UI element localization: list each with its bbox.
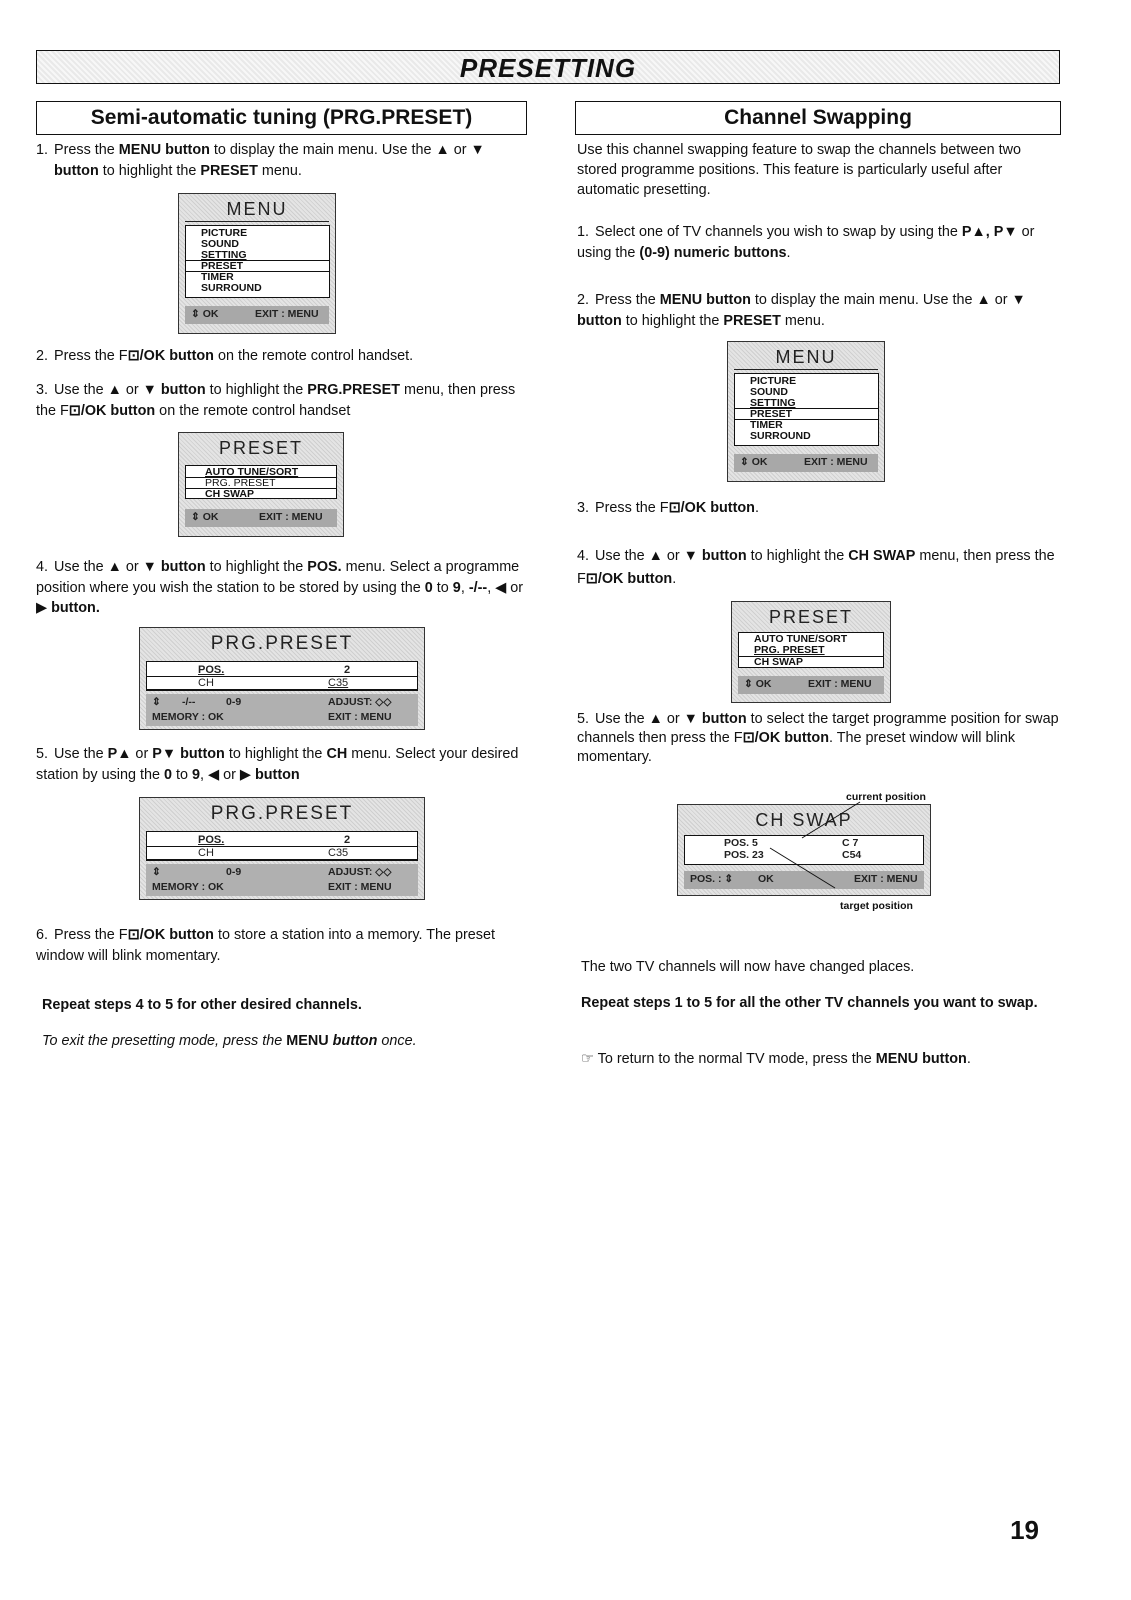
osd-swap-pos2-label: POS. 23 bbox=[724, 849, 764, 861]
osd-footer-right: EXIT : MENU bbox=[804, 456, 868, 468]
right-return-note: ☞ To return to the normal TV mode, press the MENU button. bbox=[581, 1051, 971, 1067]
osd-preset-footer bbox=[738, 676, 884, 694]
osd-menu-title: MENU bbox=[775, 347, 837, 367]
osd-menu-item-selected: PRESET bbox=[201, 260, 244, 272]
right-section-header bbox=[575, 101, 1061, 135]
osd-menu-item-selected: PRESET bbox=[750, 408, 793, 420]
target-position-label: target position bbox=[840, 900, 913, 912]
left-step-2: 2. Press the F⊡/OK button on the remote control handset. bbox=[36, 348, 414, 364]
osd-menu-item: SOUND bbox=[201, 238, 239, 250]
osd-prg-title: PRG.PRESET bbox=[210, 803, 354, 824]
osd-footer-text: ⇕ bbox=[152, 696, 161, 708]
osd-footer-right: EXIT : MENU bbox=[255, 308, 319, 320]
osd-preset-item-selected: CH SWAP bbox=[754, 656, 804, 668]
osd-preset-footer bbox=[185, 509, 337, 527]
osd-menu-item: SETTING bbox=[201, 249, 247, 261]
right-result: The two TV channels will now have changed places. bbox=[581, 959, 915, 975]
osd-menu-title: MENU bbox=[226, 199, 288, 219]
right-intro: Use this channel swapping feature to swap the channels between two stored programme positions. This feature is particularly useful after automatic presetting. bbox=[577, 142, 1021, 198]
osd-prg-title: PRG.PRESET bbox=[210, 633, 354, 654]
osd-footer-text: ADJUST: ◇◇ bbox=[328, 696, 392, 708]
page-banner bbox=[36, 50, 1060, 84]
osd-prg-highlight bbox=[146, 846, 418, 860]
osd-menu-item: SETTING bbox=[750, 397, 796, 409]
osd-footer-left: ⇕ OK bbox=[740, 456, 768, 468]
osd-footer-text: ⇕ bbox=[152, 866, 161, 878]
osd-prg-pos-label: POS. bbox=[198, 834, 225, 846]
osd-footer-text: ADJUST: ◇◇ bbox=[328, 866, 392, 878]
left-step-5: 5. Use the P▲ or P▼ button to highlight the CH menu. Select your desired station by using the 0 to 9, ◀ or ▶ button bbox=[36, 746, 519, 783]
osd-footer-text: POS. : ⇕ bbox=[690, 873, 734, 885]
osd-swap-pos1-value: C 7 bbox=[842, 837, 859, 849]
osd-menu-footer bbox=[734, 454, 878, 472]
osd-menu-left bbox=[178, 193, 336, 334]
osd-menu-footer bbox=[185, 306, 329, 324]
osd-preset-right bbox=[731, 601, 891, 703]
osd-preset-left bbox=[178, 432, 344, 537]
osd-menu-item: PICTURE bbox=[750, 375, 797, 387]
osd-footer-text: MEMORY : OK bbox=[152, 881, 224, 893]
osd-footer-text: 0-9 bbox=[226, 866, 242, 878]
current-pointer-line bbox=[802, 802, 860, 838]
page-banner-title: PRESETTING bbox=[459, 53, 637, 83]
osd-prg-footer bbox=[146, 864, 418, 896]
osd-footer-text: EXIT : MENU bbox=[328, 881, 392, 893]
osd-footer-right: EXIT : MENU bbox=[808, 678, 872, 690]
osd-preset-item: AUTO TUNE/SORT bbox=[754, 633, 848, 645]
osd-prg-ch-label: CH bbox=[198, 677, 214, 689]
osd-prg-ch-value: C35 bbox=[328, 677, 349, 689]
osd-prg-pos-label: POS. bbox=[198, 664, 225, 676]
osd-menu-item: TIMER bbox=[750, 419, 783, 431]
left-step-6: 6. Press the F⊡/OK button to store a station into a memory. The preset window will blink momentary. bbox=[36, 927, 495, 964]
left-repeat-note: Repeat steps 4 to 5 for other desired channels. bbox=[42, 997, 362, 1013]
osd-footer-text: -/-- bbox=[182, 696, 196, 708]
osd-footer-text: EXIT : MENU bbox=[854, 873, 918, 885]
osd-swap-pos2-value: C54 bbox=[842, 849, 862, 861]
right-repeat-note: Repeat steps 1 to 5 for all the other TV channels you want to swap. bbox=[581, 995, 1038, 1011]
right-section-title: Channel Swapping bbox=[724, 106, 912, 129]
left-step-3: 3. Use the ▲ or ▼ button to highlight the PRG.PRESET menu, then press the F⊡/OK button on the remote control handset bbox=[36, 382, 516, 419]
osd-prg-preset-1 bbox=[139, 627, 425, 730]
osd-prg-highlight bbox=[146, 676, 418, 690]
right-step-2: 2. Press the MENU button to display the main menu. Use the ▲ or ▼ button to highlight the PRESET menu. bbox=[577, 292, 1026, 329]
osd-footer-text: OK bbox=[758, 873, 774, 885]
current-position-label: current position bbox=[846, 791, 926, 803]
left-section-title: Semi-automatic tuning (PRG.PRESET) bbox=[90, 106, 473, 129]
osd-swap-title: CH SWAP bbox=[755, 810, 853, 830]
osd-preset-title: PRESET bbox=[218, 438, 304, 458]
left-step-4: 4. Use the ▲ or ▼ button to highlight the POS. menu. Select a programme position where you wish the station to be stored by using the 0 to 9, -/--, ◀ or ▶ button. bbox=[36, 559, 524, 616]
osd-menu-right bbox=[727, 341, 885, 482]
osd-prg-pos-value: 2 bbox=[344, 834, 351, 846]
right-step-3: 3. Press the F⊡/OK button. bbox=[577, 500, 759, 516]
osd-preset-item: CH SWAP bbox=[205, 488, 255, 500]
osd-prg-footer bbox=[146, 694, 418, 726]
osd-footer-text: 0-9 bbox=[226, 696, 242, 708]
left-step-1: 1. Press the MENU button to display the main menu. Use the ▲ or ▼ button to highlight the PRESET menu. bbox=[36, 142, 485, 179]
left-section-header bbox=[36, 101, 527, 135]
osd-prg-preset-2 bbox=[139, 797, 425, 900]
osd-menu-item: PICTURE bbox=[201, 227, 248, 239]
osd-footer-right: EXIT : MENU bbox=[259, 511, 323, 523]
swap-pointer-lines bbox=[670, 790, 940, 910]
osd-preset-title: PRESET bbox=[768, 607, 854, 627]
divider bbox=[185, 221, 329, 222]
osd-footer-text: EXIT : MENU bbox=[328, 711, 392, 723]
left-exit-note: To exit the presetting mode, press the MENU button once. bbox=[42, 1033, 417, 1049]
osd-preset-item-selected: PRG. PRESET bbox=[205, 477, 276, 489]
osd-footer-left: ⇕ OK bbox=[744, 678, 772, 690]
osd-menu-item: SURROUND bbox=[201, 282, 262, 294]
divider bbox=[734, 369, 878, 370]
osd-menu-item: SURROUND bbox=[750, 430, 811, 442]
osd-swap-pos1-label: POS. 5 bbox=[724, 837, 758, 849]
right-step-4: 4. Use the ▲ or ▼ button to highlight the CH SWAP menu, then press the F⊡/OK button. bbox=[577, 548, 1055, 587]
osd-preset-item: AUTO TUNE/SORT bbox=[205, 466, 299, 478]
right-step-1: 1. Select one of TV channels you wish to swap by using the P▲, P▼ or using the (0-9) numeric buttons. bbox=[577, 224, 1035, 261]
osd-preset-item: PRG. PRESET bbox=[754, 644, 825, 656]
page-number: 19 bbox=[1010, 1515, 1039, 1545]
osd-menu-item: TIMER bbox=[201, 271, 234, 283]
osd-prg-pos-value: 2 bbox=[344, 664, 351, 676]
osd-menu-item: SOUND bbox=[750, 386, 788, 398]
osd-footer-left: ⇕ OK bbox=[191, 511, 219, 523]
target-pointer-line bbox=[770, 848, 835, 888]
osd-prg-ch-value: C35 bbox=[328, 847, 349, 859]
osd-prg-ch-label: CH bbox=[198, 847, 214, 859]
osd-footer-text: MEMORY : OK bbox=[152, 711, 224, 723]
right-step-5: 5. Use the ▲ or ▼ button to select the target programme position for swap channels then press the F⊡/OK button. The preset window will blink momentary. bbox=[577, 711, 1059, 765]
osd-footer-left: ⇕ OK bbox=[191, 308, 219, 320]
